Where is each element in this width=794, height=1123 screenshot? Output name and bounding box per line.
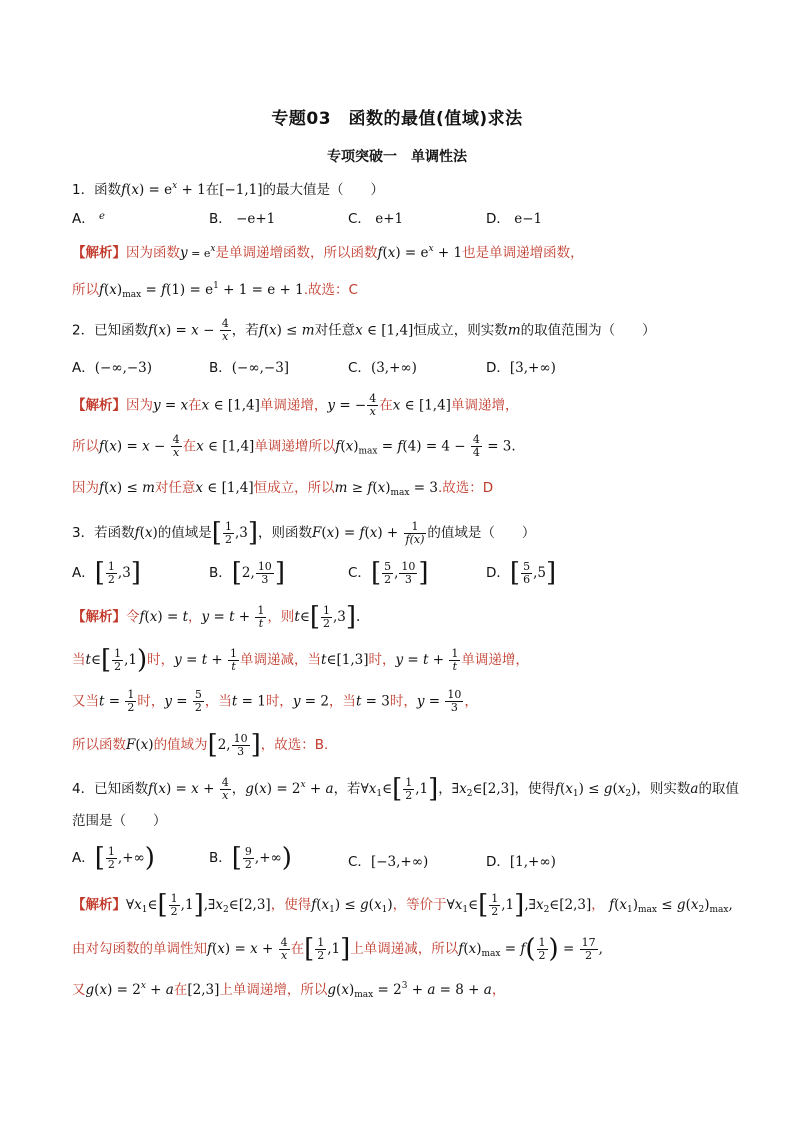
q1-option-d: D． e−1: [486, 211, 543, 227]
q4-stem: 4．已知函数f(x) = x + $\frac{4}{x}$ ，$g(x) = 2^x + a$，若$\forall x_1\in$[ $\frac{1}{2}$ ,1]，$\exists x_2\in[2,3]$，使得$f(x_1) \le g(x_2)$，则实数a的取值: [72, 774, 739, 804]
q3-solution-line2: 当t∈[ $\frac{1}{2}$ ,1)时，y = t + $\frac{1}{t}$ 单调递减，当t∈[1,3]时，y = t + $\frac{1}{t}$ 单调递增，: [72, 645, 529, 675]
q3-solution-line3: 又当t = $\frac{1}{2}$ 时，y = $\frac{5}{2}$ ，当t = 1时，y = 2，当t = 3时，y = $\frac{10}{3}$ ，: [72, 688, 478, 714]
q2-solution-line1: 【解析】因为y = x在x ∈ [1,4]单调递增，y = − $\frac{4}{x}$ 在x ∈ [1,4]单调递增，: [72, 392, 519, 418]
q3-solution-line1: 【解析】令f(x) = t，y = t + $\frac{1}{t}$ ，则t∈[ $\frac{1}{2}$ ,3].: [72, 602, 361, 632]
q4-solution-line2: 由对勾函数的单调性知f(x) = x + $\frac{4}{x}$ 在[ $\frac{1}{2}$ ,1]上单调递减，所以$f(x)_{max} = f$( $\frac{1}{2}$ ) = $\frac{17}{2}$ ,: [72, 934, 603, 964]
q2-option-b: B．(−∞,−3]: [209, 360, 290, 376]
q4-option-d: D．[1,+∞): [486, 854, 556, 870]
q4-solution-line1: 【解析】$\forall x_1\in$[ $\frac{1}{2}$ $,1],\exists x_2\in[2,3]$，使得$f(x_1) \le g(x_1)$，等价于$\forall x_1\in$[ $\frac{1}{2}$ $,1],\exists x_2\in[2,3]$， $f(x_1)_{max} \le g(x_2)_{max}$,: [72, 890, 733, 920]
q1-option-c: C． e+1: [348, 211, 404, 227]
q2-option-d: D．[3,+∞): [486, 360, 556, 376]
q1-option-b: B． −e+1: [209, 211, 276, 227]
q1-stem: 1．函数$f(x) = e^x + 1$在[−1,1]的最大值是（ ）: [72, 181, 385, 198]
q2-stem: 2．已知函数f(x) = x − $\frac{4}{x}$ ，若f(x) ≤ m对任意x ∈ [1,4]恒成立，则实数m的取值范围为（ ）: [72, 317, 656, 343]
q1-option-a: A． $^e$: [72, 211, 105, 227]
page-title: 专题03 函数的最值(值域)求法: [271, 109, 523, 129]
q1-solution-line2: 所以$f(x)_{max} = f(1) = e^1 + 1 = e + 1$.故选：C: [72, 281, 358, 300]
q2-solution-line2: 所以f(x) = x − $\frac{4}{x}$ 在x ∈ [1,4]单调递增所以$f(x)_{max} = f(4) = 4$ − $\frac{4}{4}$ = 3.: [72, 433, 516, 459]
section-subtitle: 专项突破一 单调性法: [327, 149, 467, 165]
q3-option-b: B．[2, $\frac{10}{3}$ ]: [209, 558, 285, 588]
q3-option-a: A．[ $\frac{1}{2}$ ,3]: [72, 558, 141, 588]
q2-solution-line3: 因为f(x) ≤ m对任意x ∈ [1,4]恒成立，所以$m \ge f(x)_{max} = 3$.故选：D: [72, 480, 494, 498]
q4-solution-line3: 又$g(x) = 2^x + a$在[2,3]上单调递增，所以$g(x)_{max} = 2^3 + a = 8 + a$，: [72, 981, 506, 1000]
q4-option-c: C．[−3,+∞): [348, 854, 429, 870]
q4-option-a: A．[ $\frac{1}{2}$ ,+∞): [72, 843, 155, 873]
q3-stem: 3．若函数f(x)的值域是[ $\frac{1}{2}$ ,3]，则函数F(x) = f(x) + $\frac{1}{f(x)}$ 的值域是（ ）: [72, 518, 536, 548]
q1-solution-line1: 【解析】因为函数$y = e^x$是单调递增函数，所以函数$f(x) = e^x + 1$也是单调递增函数，: [72, 244, 584, 261]
q2-option-a: A．(−∞,−3): [72, 360, 153, 376]
q3-option-c: C．[ $\frac{5}{2}$ , $\frac{10}{3}$ ]: [348, 558, 429, 588]
q3-option-d: D．[ $\frac{5}{6}$ ,5]: [486, 558, 557, 588]
q3-solution-line4: 所以函数F(x)的值域为[2, $\frac{10}{3}$ ]，故选：B.: [72, 730, 329, 760]
q4-stem-line2: 范围是（ ）: [72, 813, 167, 829]
q4-option-b: B．[ $\frac{9}{2}$ ,+∞): [209, 843, 292, 873]
q2-option-c: C．(3,+∞): [348, 360, 417, 376]
